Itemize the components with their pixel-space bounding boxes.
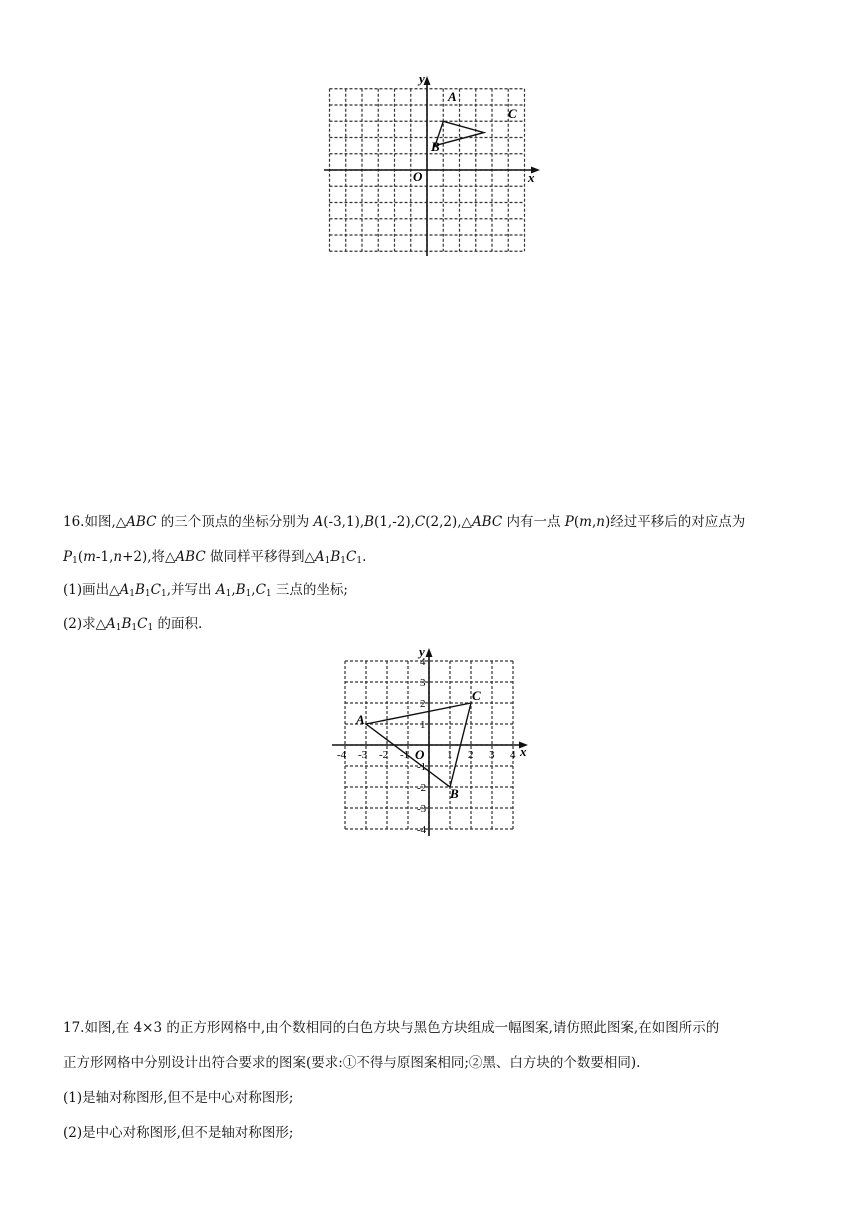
fig2-y-tick-label: -3: [417, 803, 427, 815]
fig1-y-label: y: [419, 71, 425, 86]
fig2-y-tick-label: -1: [417, 761, 427, 773]
fig2-y-tick-label: -2: [417, 782, 427, 794]
fig2-label-a: A: [356, 712, 365, 727]
q16-part-2: (2)求$\triangle A_1B_1C_1$ 的面积.: [63, 616, 203, 633]
fig2-x-tick-label: -1: [400, 749, 410, 761]
fig2-label-b: B: [450, 786, 459, 801]
fig2-x-tick-label: 4: [510, 749, 516, 761]
q17-part-2: (2)是中心对称图形,但不是轴对称图形;: [63, 1125, 294, 1141]
fig2-origin-label: O: [415, 747, 425, 762]
q17-part-1: (1)是轴对称图形,但不是中心对称图形;: [63, 1090, 294, 1106]
fig2-x-tick-label: -2: [379, 749, 389, 761]
q16-number: 16.: [63, 514, 85, 530]
fig2-y-label: y: [419, 644, 425, 659]
fig2-x-tick-label: 1: [447, 749, 453, 761]
fig2-x-tick-label: -4: [337, 749, 347, 761]
figure-1-coordinate-grid: [318, 70, 548, 262]
fig2-tick-labels: [337, 656, 516, 836]
figure-2-coordinate-grid: [328, 640, 534, 840]
fig2-x-label: x: [520, 744, 527, 759]
fig2-x-tick-label: 3: [489, 749, 495, 761]
fig1-label-b: B: [431, 139, 440, 154]
fig2-y-tick-label: 1: [420, 719, 426, 731]
fig2-y-tick-label: 3: [420, 677, 426, 689]
q16-part-1: (1)画出$\triangle A_1B_1C_1$,并写出 $A_1,B_1,C_1$ 三点的坐标;: [63, 582, 348, 599]
fig2-label-c: C: [472, 688, 481, 703]
fig2-y-tick-label: 2: [420, 698, 426, 710]
fig1-label-a: A: [448, 89, 457, 104]
q17-line-1: 17.如图,在 4×3 的正方形网格中,由个数相同的白色方块与黑色方块组成一幅图案,请仿照此图案,在如图所示的: [63, 1020, 720, 1036]
fig1-origin-label: O: [413, 169, 423, 184]
q17-line-2: 正方形网格中分别设计出符合要求的图案(要求:①不得与原图案相同;②黑、白方块的个数要相同).: [63, 1055, 641, 1071]
fig1-x-label: x: [528, 170, 535, 185]
q16-line-2: $P_1(m-1,n+2)$,将△ABC 做同样平移得到$\triangle A_1B_1C_1$.: [63, 549, 367, 566]
q16-line-1: 16.如图,△ABC 的三个顶点的坐标分别为 A(-3,1),B(1,-2),C(2,2),△ABC 内有一点 P(m,n)经过平移后的对应点为: [63, 514, 746, 530]
fig1-label-c: C: [508, 106, 517, 121]
fig2-y-tick-label: 4: [420, 656, 426, 668]
fig2-y-tick-label: -4: [417, 824, 427, 836]
fig2-x-tick-label: -3: [358, 749, 368, 761]
fig2-x-tick-label: 2: [468, 749, 474, 761]
fig2-y-arrow: [426, 648, 433, 657]
